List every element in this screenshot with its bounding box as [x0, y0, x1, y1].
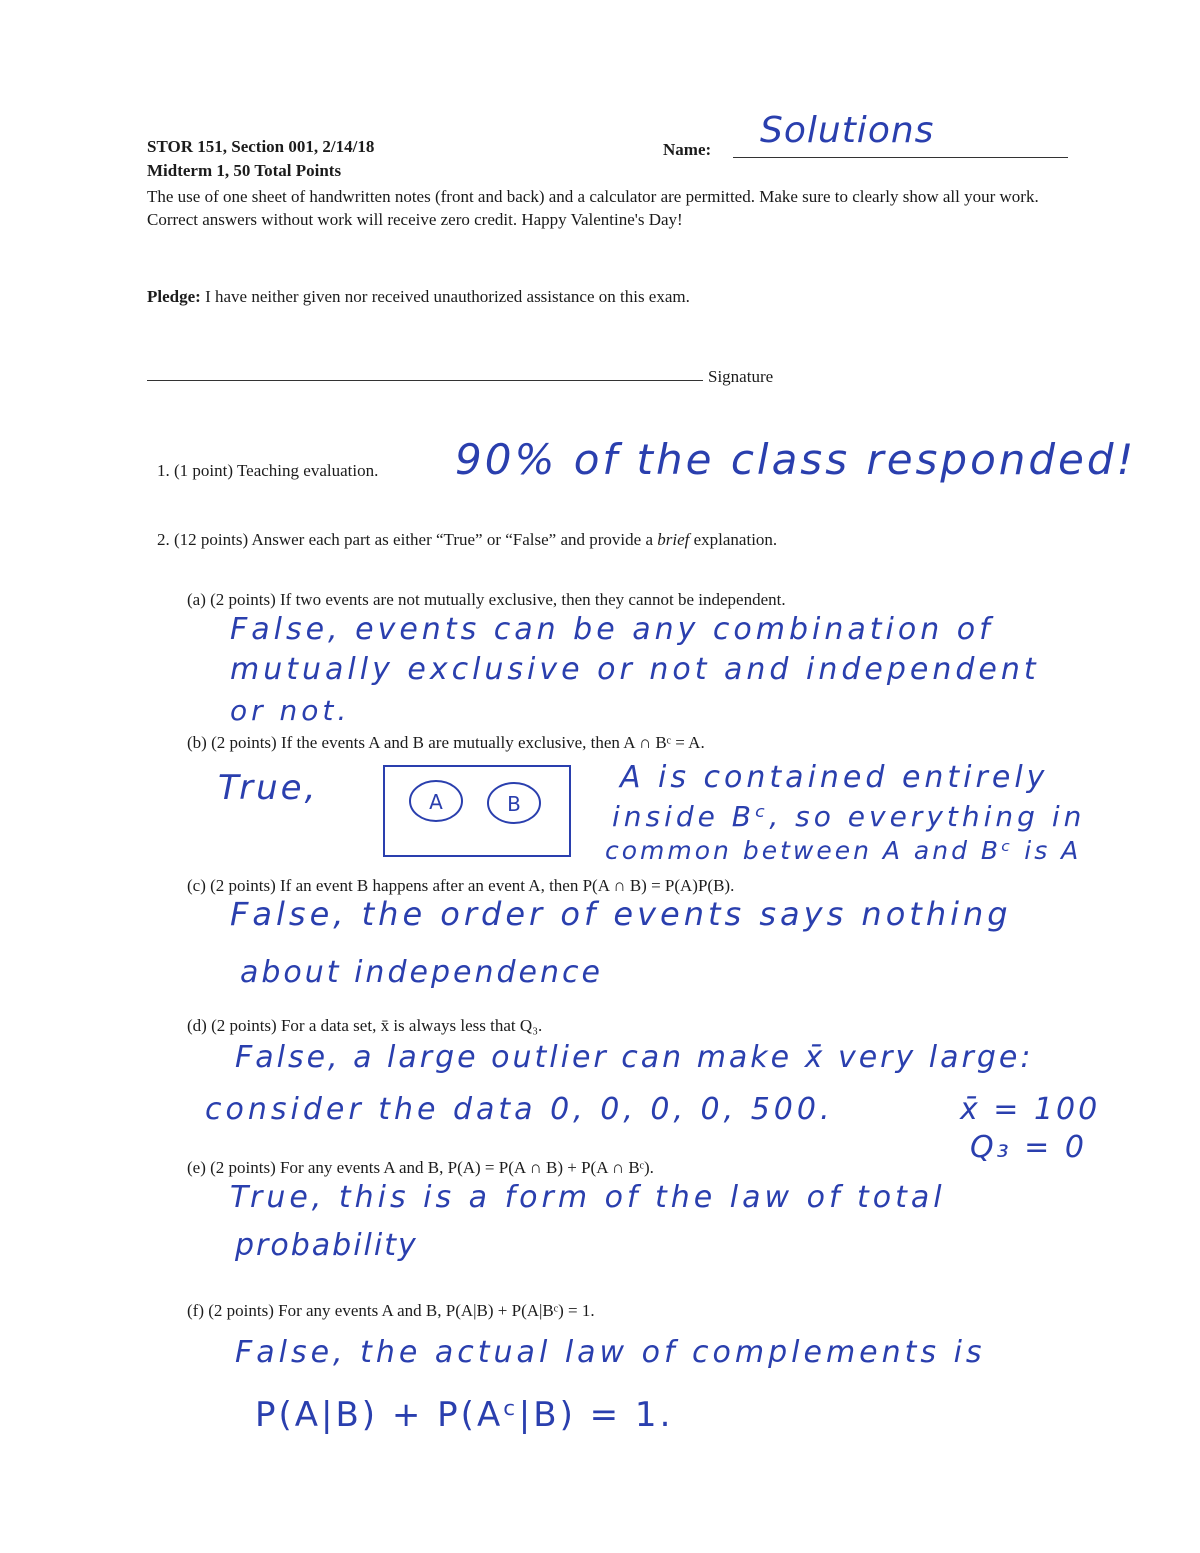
midterm-line: Midterm 1, 50 Total Points — [147, 161, 342, 180]
q2c-prompt: (c) (2 points) If an event B happens after an event A, then P(A ∩ B) = P(A)P(B). — [187, 876, 735, 895]
q2a-answer-line-1: False, events can be any combination of — [230, 612, 994, 647]
q1-answer: 90% of the class responded! — [455, 435, 1137, 484]
q2b-answer-line-1: A is contained entirely — [620, 760, 1049, 795]
q2f-prompt: (f) (2 points) For any events A and B, P(A|B) + P(A|Bᶜ) = 1. — [187, 1301, 595, 1320]
q2-prompt — [157, 530, 777, 550]
venn-label-a: A — [429, 790, 443, 814]
q2e-answer-line-2: probability — [235, 1228, 418, 1263]
q2a-answer-line-2: mutually exclusive or not and independent — [230, 652, 1040, 687]
q2-number: 2. — [157, 530, 170, 549]
q2-prompt-before: (12 points) Answer each part as either “True” or “False” and provide a — [174, 530, 653, 549]
q2e-prompt: (e) (2 points) For any events A and B, P(A) = P(A ∩ B) + P(A ∩ Bᶜ). — [187, 1158, 654, 1177]
pledge — [147, 287, 690, 307]
q2b-answer-line-3: common between A and Bᶜ is A — [605, 836, 1082, 865]
q2c-answer-line-1: False, the order of events says nothing — [230, 895, 1012, 933]
q1-prompt: 1. (1 point) Teaching evaluation. — [157, 461, 379, 480]
venn-diagram — [378, 760, 578, 862]
signature-label: Signature — [708, 367, 774, 386]
name-label: Name: — [663, 140, 712, 159]
q2d-answer-line-4: Q₃ = 0 — [970, 1130, 1087, 1165]
q2b-answer-verdict: True, — [218, 768, 319, 808]
signature-line — [147, 380, 703, 381]
name-handwritten: Solutions — [760, 110, 935, 151]
q2b-answer-line-2: inside Bᶜ, so everything in — [612, 800, 1086, 833]
venn-universe-box — [384, 766, 570, 856]
q2f-answer-line-2: P(A|B) + P(Aᶜ|B) = 1. — [255, 1395, 674, 1435]
pledge-text: I have neither given nor received unauthorized assistance on this exam. — [205, 287, 690, 306]
q2-prompt-after: explanation. — [693, 530, 778, 549]
q2d-answer-line-3: x̄ = 100 — [960, 1092, 1101, 1127]
q2d-answer-line-1: False, a large outlier can make x̄ very large: — [235, 1040, 1034, 1075]
pledge-label: Pledge: — [147, 287, 201, 306]
course-line: STOR 151, Section 001, 2/14/18 — [147, 137, 375, 156]
q2f-answer-line-1: False, the actual law of complements is — [235, 1335, 986, 1370]
q2d-prompt: (d) (2 points) For a data set, x̄ is always less that Q₃. — [187, 1016, 543, 1035]
q2c-answer-line-2: about independence — [240, 955, 603, 990]
venn-label-b: B — [507, 792, 521, 816]
q2a-prompt: (a) (2 points) If two events are not mutually exclusive, then they cannot be independent. — [187, 590, 786, 609]
q2e-answer-line-1: True, this is a form of the law of total — [230, 1180, 946, 1215]
q2b-prompt: (b) (2 points) If the events A and B are mutually exclusive, then A ∩ Bᶜ = A. — [187, 733, 705, 752]
q2a-answer-line-3: or not. — [230, 694, 351, 727]
instructions: The use of one sheet of handwritten notes (front and back) and a calculator are permitted. Make sure to clearly show all your work. Correct answers without work will receive zero credit. Happy Valentine's Day! — [147, 187, 1039, 229]
q2-prompt-brief: brief — [657, 530, 690, 549]
name-underline — [733, 157, 1068, 158]
q2d-answer-line-2: consider the data 0, 0, 0, 0, 500. — [205, 1092, 834, 1127]
